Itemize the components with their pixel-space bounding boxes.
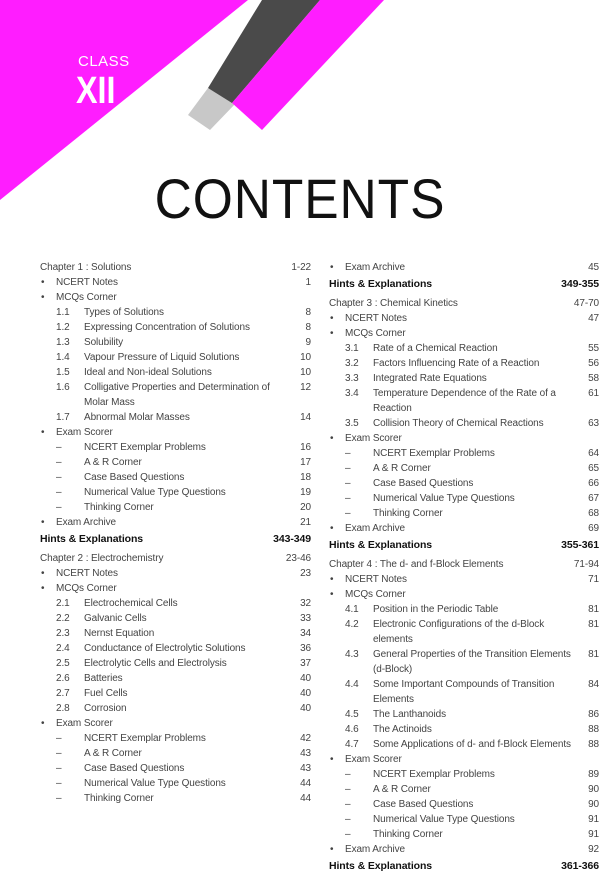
section-number: 4.6	[345, 724, 359, 735]
dash-marker: –	[56, 793, 62, 804]
toc-entry-title: • MCQs Corner	[329, 326, 595, 341]
toc-page-number: 67	[588, 493, 599, 504]
toc-sub-row	[40, 656, 311, 671]
toc-bullet-row	[40, 581, 311, 596]
toc-dash-row	[329, 767, 599, 782]
dash-marker: –	[56, 748, 62, 759]
toc-sub-row	[329, 416, 599, 431]
toc-dash-row	[40, 776, 311, 791]
toc-page-number: 91	[588, 814, 599, 825]
toc-page-number: 84	[588, 679, 599, 690]
toc-entry-title: • NCERT Notes	[329, 311, 584, 326]
dash-marker: –	[56, 487, 62, 498]
toc-bullet-row	[329, 752, 599, 767]
dash-marker: –	[345, 784, 351, 795]
toc-dash-row	[329, 827, 599, 842]
toc-sub-row	[40, 641, 311, 656]
toc-dash-row	[329, 476, 599, 491]
section-number: 1.1	[56, 307, 70, 318]
section-number: 2.8	[56, 703, 70, 714]
toc-page-number: 58	[588, 373, 599, 384]
dash-marker: –	[56, 778, 62, 789]
toc-entry-title: Conductance of Electrolytic Solutions	[84, 643, 246, 654]
toc-entry-title: Chapter 1 : Solutions	[40, 262, 132, 273]
toc-dash-row	[329, 782, 599, 797]
toc-dash-row	[40, 440, 311, 455]
toc-page-number: 81	[588, 619, 599, 630]
toc-page-number: 42	[300, 733, 311, 744]
toc-sub-row	[40, 335, 311, 350]
toc-entry-title: Hints & Explanations	[329, 539, 433, 551]
toc-entry-title: Case Based Questions	[84, 472, 185, 483]
toc-entry-title: Case Based Questions	[373, 799, 474, 810]
toc-page-number: 1-22	[291, 262, 311, 273]
toc-page-number: 12	[300, 382, 311, 393]
toc-page-number: 45	[588, 262, 599, 273]
toc-page-number: 56	[588, 358, 599, 369]
toc-entry-title: Some Important Compounds of Transition Elements	[373, 679, 555, 705]
toc-hints-row	[329, 537, 599, 554]
toc-entry-title: A & R Corner	[373, 784, 431, 795]
toc-page-number: 361-366	[561, 860, 599, 872]
section-number: 3.3	[345, 373, 359, 384]
toc-entry-title: • NCERT Notes	[40, 275, 302, 290]
section-number: 2.2	[56, 613, 70, 624]
dash-marker: –	[345, 799, 351, 810]
toc-entry-title: Batteries	[84, 673, 123, 684]
toc-entry-title: Collision Theory of Chemical Reactions	[373, 418, 544, 429]
contents-left-column	[40, 260, 311, 806]
toc-dash-row	[40, 455, 311, 470]
dash-marker: –	[56, 442, 62, 453]
toc-page-number: 66	[588, 478, 599, 489]
class-number: XII	[76, 70, 116, 112]
toc-page-number: 32	[300, 598, 311, 609]
toc-entry-title: Fuel Cells	[84, 688, 128, 699]
toc-bullet-row	[329, 587, 599, 602]
toc-entry-title: Position in the Periodic Table	[373, 604, 499, 615]
toc-bullet-row	[329, 521, 599, 536]
toc-entry-title: Nernst Equation	[84, 628, 155, 639]
toc-entry-title: Electrochemical Cells	[84, 598, 178, 609]
toc-sub-row	[40, 305, 311, 320]
toc-sub-row	[329, 341, 599, 356]
dash-marker: –	[345, 769, 351, 780]
toc-page-number: 10	[300, 367, 311, 378]
toc-sub-row	[329, 371, 599, 386]
toc-sub-row	[329, 386, 599, 416]
toc-sub-row	[40, 350, 311, 365]
toc-sub-row	[40, 320, 311, 335]
section-number: 3.1	[345, 343, 359, 354]
toc-sub-row	[40, 701, 311, 716]
class-label: CLASS	[78, 53, 130, 70]
toc-page-number: 61	[588, 388, 599, 399]
toc-page-number: 349-355	[561, 278, 599, 290]
toc-page-number: 34	[300, 628, 311, 639]
toc-entry-title: • Exam Archive	[329, 260, 584, 275]
toc-bullet-row	[329, 842, 599, 857]
toc-sub-row	[329, 617, 599, 647]
dash-marker: –	[345, 463, 351, 474]
toc-sub-row	[40, 365, 311, 380]
dash-marker: –	[345, 448, 351, 459]
toc-entry-title: NCERT Exemplar Problems	[373, 448, 495, 459]
toc-entry-title: Expressing Concentration of Solutions	[84, 322, 250, 333]
toc-page-number: 19	[300, 487, 311, 498]
toc-dash-row	[40, 746, 311, 761]
toc-bullet-row	[40, 515, 311, 530]
toc-entry-title: Hints & Explanations	[329, 860, 433, 872]
toc-page-number: 44	[300, 778, 311, 789]
section-number: 1.2	[56, 322, 70, 333]
toc-page-number: 63	[588, 418, 599, 429]
toc-entry-title: Ideal and Non-ideal Solutions	[84, 367, 212, 378]
toc-page-number: 71-94	[573, 559, 599, 570]
toc-sub-row	[40, 671, 311, 686]
toc-sub-row	[40, 410, 311, 425]
toc-entry-title: A & R Corner	[84, 457, 142, 468]
toc-page-number: 88	[588, 724, 599, 735]
toc-page-number: 89	[588, 769, 599, 780]
toc-dash-row	[40, 731, 311, 746]
toc-page-number: 21	[300, 517, 311, 528]
toc-dash-row	[329, 461, 599, 476]
toc-dash-row	[40, 761, 311, 776]
section-number: 1.7	[56, 412, 70, 423]
toc-entry-title: Chapter 2 : Electrochemistry	[40, 553, 164, 564]
toc-page-number: 71	[588, 574, 599, 585]
toc-entry-title: Numerical Value Type Questions	[84, 487, 226, 498]
toc-chapter-row	[329, 557, 599, 572]
dash-marker: –	[345, 829, 351, 840]
section-number: 1.3	[56, 337, 70, 348]
toc-entry-title: • Exam Scorer	[329, 431, 595, 446]
toc-page-number: 23-46	[285, 553, 311, 564]
dash-marker: –	[56, 763, 62, 774]
toc-page-number: 64	[588, 448, 599, 459]
toc-hints-row	[329, 858, 599, 875]
toc-hints-row	[329, 276, 599, 293]
toc-page-number: 69	[588, 523, 599, 534]
toc-page-number: 36	[300, 643, 311, 654]
section-number: 4.4	[345, 679, 359, 690]
toc-page-number: 343-349	[273, 533, 311, 545]
toc-bullet-row	[40, 566, 311, 581]
toc-bullet-row	[40, 425, 311, 440]
section-number: 2.6	[56, 673, 70, 684]
toc-page-number: 355-361	[561, 539, 599, 551]
toc-page-number: 81	[588, 649, 599, 660]
toc-sub-row	[40, 611, 311, 626]
toc-entry-title: Solubility	[84, 337, 124, 348]
toc-entry-title: NCERT Exemplar Problems	[373, 769, 495, 780]
section-number: 4.5	[345, 709, 359, 720]
toc-entry-title: NCERT Exemplar Problems	[84, 733, 206, 744]
section-number: 1.5	[56, 367, 70, 378]
toc-entry-title: Numerical Value Type Questions	[373, 814, 515, 825]
toc-page-number: 18	[300, 472, 311, 483]
section-number: 2.3	[56, 628, 70, 639]
toc-entry-title: Abnormal Molar Masses	[84, 412, 190, 423]
toc-bullet-row	[329, 311, 599, 326]
toc-page-number: 47-70	[573, 298, 599, 309]
toc-entry-title: • MCQs Corner	[40, 290, 307, 305]
toc-entry-title: General Properties of the Transition Elements (d-Block)	[373, 649, 571, 675]
toc-entry-title: Rate of a Chemical Reaction	[373, 343, 498, 354]
toc-sub-row	[329, 707, 599, 722]
toc-sub-row	[329, 647, 599, 677]
toc-entry-title: Integrated Rate Equations	[373, 373, 487, 384]
toc-bullet-row	[329, 572, 599, 587]
toc-sub-row	[40, 686, 311, 701]
toc-sub-row	[329, 602, 599, 617]
toc-dash-row	[40, 470, 311, 485]
toc-chapter-row	[40, 260, 311, 275]
contents-right-column	[329, 260, 599, 878]
toc-entry-title: Numerical Value Type Questions	[84, 778, 226, 789]
toc-dash-row	[329, 491, 599, 506]
toc-page-number: 90	[588, 784, 599, 795]
toc-page-number: 55	[588, 343, 599, 354]
toc-chapter-row	[329, 296, 599, 311]
toc-entry-title: Thinking Corner	[373, 508, 443, 519]
toc-page-number: 20	[300, 502, 311, 513]
section-number: 3.4	[345, 388, 359, 399]
section-number: 3.5	[345, 418, 359, 429]
page-title: CONTENTS	[154, 167, 446, 230]
toc-page-number: 8	[305, 307, 311, 318]
toc-dash-row	[40, 485, 311, 500]
toc-entry-title: • Exam Archive	[329, 842, 584, 857]
toc-page-number: 16	[300, 442, 311, 453]
toc-sub-row	[40, 596, 311, 611]
toc-entry-title: Thinking Corner	[84, 793, 154, 804]
toc-entry-title: The Lanthanoids	[373, 709, 447, 720]
toc-bullet-row	[329, 326, 599, 341]
toc-entry-title: Hints & Explanations	[329, 278, 433, 290]
section-number: 4.3	[345, 649, 359, 660]
section-number: 4.1	[345, 604, 359, 615]
toc-entry-title: Chapter 4 : The d- and f-Block Elements	[329, 559, 504, 570]
toc-hints-row	[40, 531, 311, 548]
toc-page-number: 40	[300, 673, 311, 684]
toc-entry-title: • Exam Archive	[40, 515, 296, 530]
toc-chapter-row	[40, 551, 311, 566]
toc-sub-row	[329, 722, 599, 737]
dash-marker: –	[345, 814, 351, 825]
section-number: 2.1	[56, 598, 70, 609]
toc-dash-row	[40, 500, 311, 515]
toc-entry-title: Electronic Configurations of the d-Block elements	[373, 619, 545, 645]
toc-page-number: 90	[588, 799, 599, 810]
toc-entry-title: • MCQs Corner	[40, 581, 307, 596]
toc-page-number: 86	[588, 709, 599, 720]
toc-dash-row	[329, 446, 599, 461]
toc-page-number: 1	[305, 277, 311, 288]
toc-page-number: 14	[300, 412, 311, 423]
dash-marker: –	[345, 508, 351, 519]
toc-page-number: 43	[300, 748, 311, 759]
toc-entry-title: Chapter 3 : Chemical Kinetics	[329, 298, 458, 309]
toc-page-number: 47	[588, 313, 599, 324]
toc-entry-title: Temperature Dependence of the Rate of a Reaction	[373, 388, 556, 414]
toc-page-number: 8	[305, 322, 311, 333]
toc-entry-title: Factors Influencing Rate of a Reaction	[373, 358, 540, 369]
toc-entry-title: Galvanic Cells	[84, 613, 147, 624]
toc-entry-title: Numerical Value Type Questions	[373, 493, 515, 504]
section-number: 2.5	[56, 658, 70, 669]
toc-sub-row	[40, 626, 311, 641]
toc-entry-title: Types of Solutions	[84, 307, 164, 318]
toc-entry-title: A & R Corner	[84, 748, 142, 759]
toc-page-number: 33	[300, 613, 311, 624]
toc-entry-title: Colligative Properties and Determination of Molar Mass	[84, 382, 270, 408]
toc-entry-title: Case Based Questions	[84, 763, 185, 774]
toc-entry-title: • Exam Scorer	[40, 425, 307, 440]
toc-entry-title: Case Based Questions	[373, 478, 474, 489]
dash-marker: –	[56, 457, 62, 468]
toc-page-number: 81	[588, 604, 599, 615]
toc-page-number: 43	[300, 763, 311, 774]
dash-marker: –	[56, 472, 62, 483]
toc-dash-row	[329, 797, 599, 812]
section-number: 4.2	[345, 619, 359, 630]
toc-sub-row	[329, 677, 599, 707]
section-number: 4.7	[345, 739, 359, 750]
toc-dash-row	[329, 506, 599, 521]
toc-entry-title: The Actinoids	[373, 724, 432, 735]
dash-marker: –	[345, 478, 351, 489]
toc-bullet-row	[329, 431, 599, 446]
toc-sub-row	[329, 737, 599, 752]
toc-bullet-row	[40, 275, 311, 290]
section-number: 2.4	[56, 643, 70, 654]
toc-entry-title: Electrolytic Cells and Electrolysis	[84, 658, 227, 669]
toc-dash-row	[329, 812, 599, 827]
toc-entry-title: A & R Corner	[373, 463, 431, 474]
toc-entry-title: Vapour Pressure of Liquid Solutions	[84, 352, 240, 363]
toc-entry-title: Thinking Corner	[84, 502, 154, 513]
toc-page-number: 9	[305, 337, 311, 348]
toc-entry-title: • Exam Scorer	[40, 716, 307, 731]
toc-page-number: 23	[300, 568, 311, 579]
toc-page-number: 17	[300, 457, 311, 468]
toc-bullet-row	[40, 290, 311, 305]
section-number: 3.2	[345, 358, 359, 369]
toc-bullet-row	[329, 260, 599, 275]
toc-entry-title: Thinking Corner	[373, 829, 443, 840]
dash-marker: –	[56, 502, 62, 513]
toc-page-number: 37	[300, 658, 311, 669]
toc-entry-title: • MCQs Corner	[329, 587, 595, 602]
toc-entry-title: • Exam Archive	[329, 521, 584, 536]
toc-entry-title: NCERT Exemplar Problems	[84, 442, 206, 453]
toc-entry-title: Corrosion	[84, 703, 127, 714]
dash-marker: –	[345, 493, 351, 504]
toc-page-number: 68	[588, 508, 599, 519]
toc-page-number: 65	[588, 463, 599, 474]
toc-page-number: 10	[300, 352, 311, 363]
toc-entry-title: • NCERT Notes	[40, 566, 296, 581]
toc-page-number: 44	[300, 793, 311, 804]
toc-dash-row	[40, 791, 311, 806]
toc-entry-title: Hints & Explanations	[40, 533, 144, 545]
section-number: 2.7	[56, 688, 70, 699]
toc-bullet-row	[40, 716, 311, 731]
toc-entry-title: • NCERT Notes	[329, 572, 584, 587]
toc-page-number: 88	[588, 739, 599, 750]
toc-entry-title: Some Applications of d- and f-Block Elements	[373, 739, 571, 750]
toc-page-number: 40	[300, 688, 311, 699]
toc-page-number: 40	[300, 703, 311, 714]
toc-page-number: 92	[588, 844, 599, 855]
toc-entry-title: • Exam Scorer	[329, 752, 595, 767]
section-number: 1.4	[56, 352, 70, 363]
dash-marker: –	[56, 733, 62, 744]
toc-sub-row	[329, 356, 599, 371]
section-number: 1.6	[56, 382, 70, 393]
toc-sub-row	[40, 380, 311, 410]
toc-page-number: 91	[588, 829, 599, 840]
